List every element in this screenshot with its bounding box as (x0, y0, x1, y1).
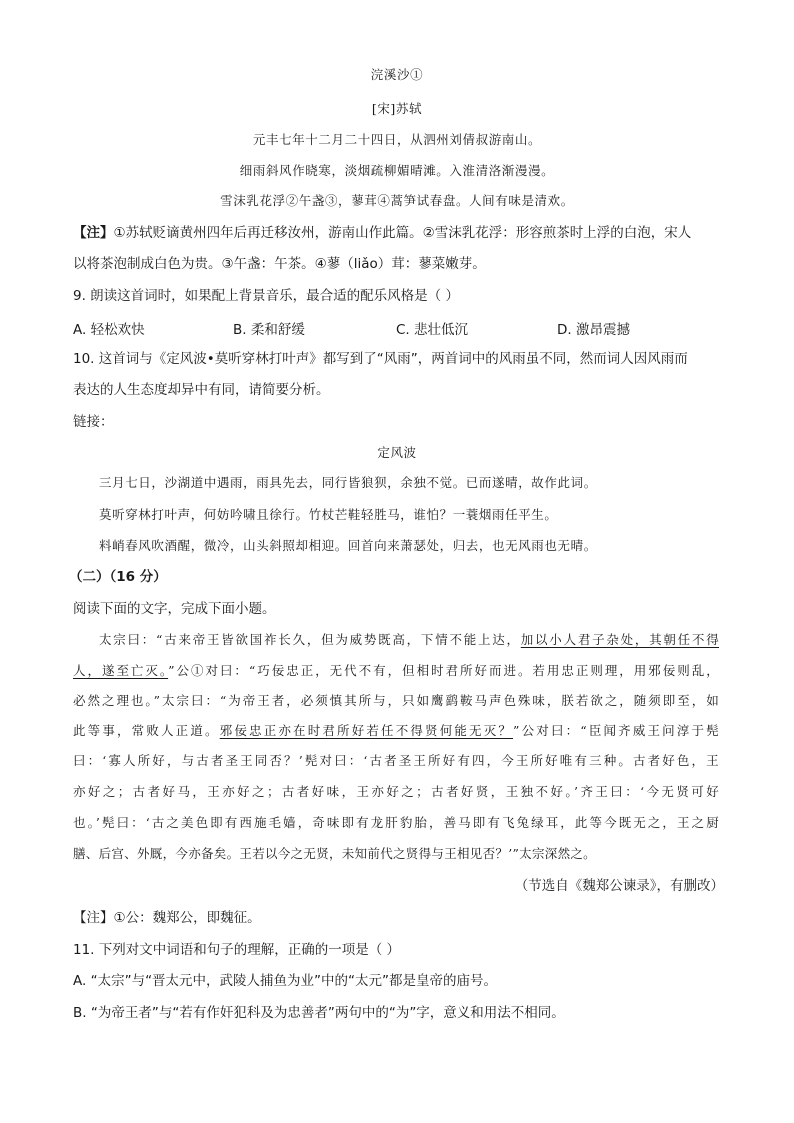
passage-text: 此等事，常败人正道。 (73, 723, 220, 738)
dingfengbo-line-1: 三月七日，沙湖道中遇雨，雨具先去，同行皆狼狈，余独不觉。已而遂晴，故作此词。 (99, 475, 597, 490)
poem-author: [宋]苏轼 (371, 101, 423, 116)
question-11-option-a: A. “太宗”与“晋太元中，武陵人捕鱼为业”中的“太元”都是皇帝的庙号。 (73, 973, 498, 989)
passage-line-4 (73, 722, 719, 740)
section-instruction: 阅读下面的文字，完成下面小题。 (73, 601, 276, 617)
dingfengbo-line-3: 料峭春风吹酒醒，微冷，山头斜照却相迎。回首向来萧瑟处，归去，也无风雨也无晴。 (99, 538, 597, 553)
passage-line-3: 必然之理也。”太宗曰：“为帝王者，必须慎其所与，只如鹰鹞鞍马声色殊味，朕若欲之，随须即至，如 (73, 693, 719, 708)
passage-line-5: 曰：‘寡人所好，与古者圣王同否？’髡对曰：‘古者圣王所好有四，今王所好唯有三种。古者好色，王 (73, 753, 719, 768)
passage-underline-2: 人，遂至亡灭。 (73, 663, 169, 678)
question-9-option-d: D. 激昂震撼 (557, 322, 630, 338)
poem-line-2: 雪沫乳花浮②午盏③，蓼茸④蒿笋试春盘。人间有味是清欢。 (220, 193, 574, 208)
section-heading: （二）（16 分） (69, 569, 167, 585)
note-1-line-1 (73, 224, 691, 242)
question-9-option-b: B. 柔和舒缓 (233, 322, 305, 338)
passage-line-1 (99, 631, 719, 649)
dingfengbo-line-2: 莫听穿林打叶声，何妨吟啸且徐行。竹杖芒鞋轻胜马，谁怕？一蓑烟雨任平生。 (99, 507, 558, 522)
question-10-line-1: 10. 这首词与《定风波•莫听穿林打叶声》都写到了“风雨”，两首词中的风雨虽不同，然而词人因风雨而 (73, 351, 688, 367)
note-label: 【注】 (73, 225, 114, 241)
passage-source: （节选自《魏郑公谏录》，有删改） (514, 878, 724, 894)
passage-text: 太宗曰：“古来帝王皆欲国祚长久，但为威势既高，下情不能上达， (99, 632, 521, 647)
passage-line-7: 也。’髡曰：‘古之美色即有西施毛嫱，奇味即有龙肝豹胎，善马即有飞兔绿耳，此等今既无之，王之厨 (73, 815, 719, 830)
passage-text: ”公①对曰：“巧佞忠正，无代不有，但相时君所好而进。若用忠正则理，用邪佞则乱， (168, 663, 719, 678)
question-9-option-a: A. 轻松欢快 (73, 322, 145, 338)
passage-text: ”公对曰：“臣闻齐威王问淳于髡 (513, 723, 719, 738)
passage-line-6: 亦好之；古者好马，王亦好之；古者好味，王亦好之；古者好贤，王独不好。’齐王曰：‘今无贤可好 (73, 784, 719, 799)
question-11-stem: 11. 下列对文中词语和句子的理解，正确的一项是（ ） (73, 942, 401, 958)
poem-line-1: 细雨斜风作晓寒，淡烟疏柳媚晴滩。入淮清洛渐漫漫。 (239, 163, 555, 178)
question-9-option-c: C. 悲壮低沉 (396, 322, 469, 338)
question-9-stem: 9. 朗读这首词时，如果配上背景音乐，最合适的配乐风格是（ ） (73, 288, 459, 304)
passage-underline-3: 邪佞忠正亦在时君所好若任不得贤何能无灭？ (219, 723, 514, 738)
dingfengbo-title: 定风波 (377, 445, 417, 460)
passage-line-8: 膳、后宫、外厩，今亦备矣。王若以今之无贤，未知前代之贤得与王相见否？’”太宗深然之。 (73, 846, 596, 861)
question-10-line-2: 表达的人生态度却异中有同，请简要分析。 (73, 382, 330, 398)
note-1-text: ①苏轼贬谪黄州四年后再迁移汝州，游南山作此篇。②雪沫乳花浮：形容煎茶时上浮的白泡，宋人 (113, 225, 692, 241)
note-1-line-2: 以将茶泡制成白色为贵。③午盏：午茶。④蓼（liǎo）茸：蓼菜嫩芽。 (73, 256, 486, 272)
poem-title: 浣溪沙① (370, 67, 424, 82)
passage-underline-1: 加以小人君子杂处，其朝任不得 (520, 632, 719, 647)
passage-line-2 (73, 662, 719, 680)
note-2: 【注】①公：魏郑公，即魏征。 (73, 910, 261, 926)
question-11-option-b: B. “为帝王者”与“若有作奸犯科及为忠善者”两句中的“为”字，意义和用法不相同。 (73, 1005, 565, 1021)
poem-preface: 元丰七年十二月二十四日，从泗州刘倩叔游南山。 (252, 132, 542, 147)
link-label: 链接： (73, 414, 114, 430)
